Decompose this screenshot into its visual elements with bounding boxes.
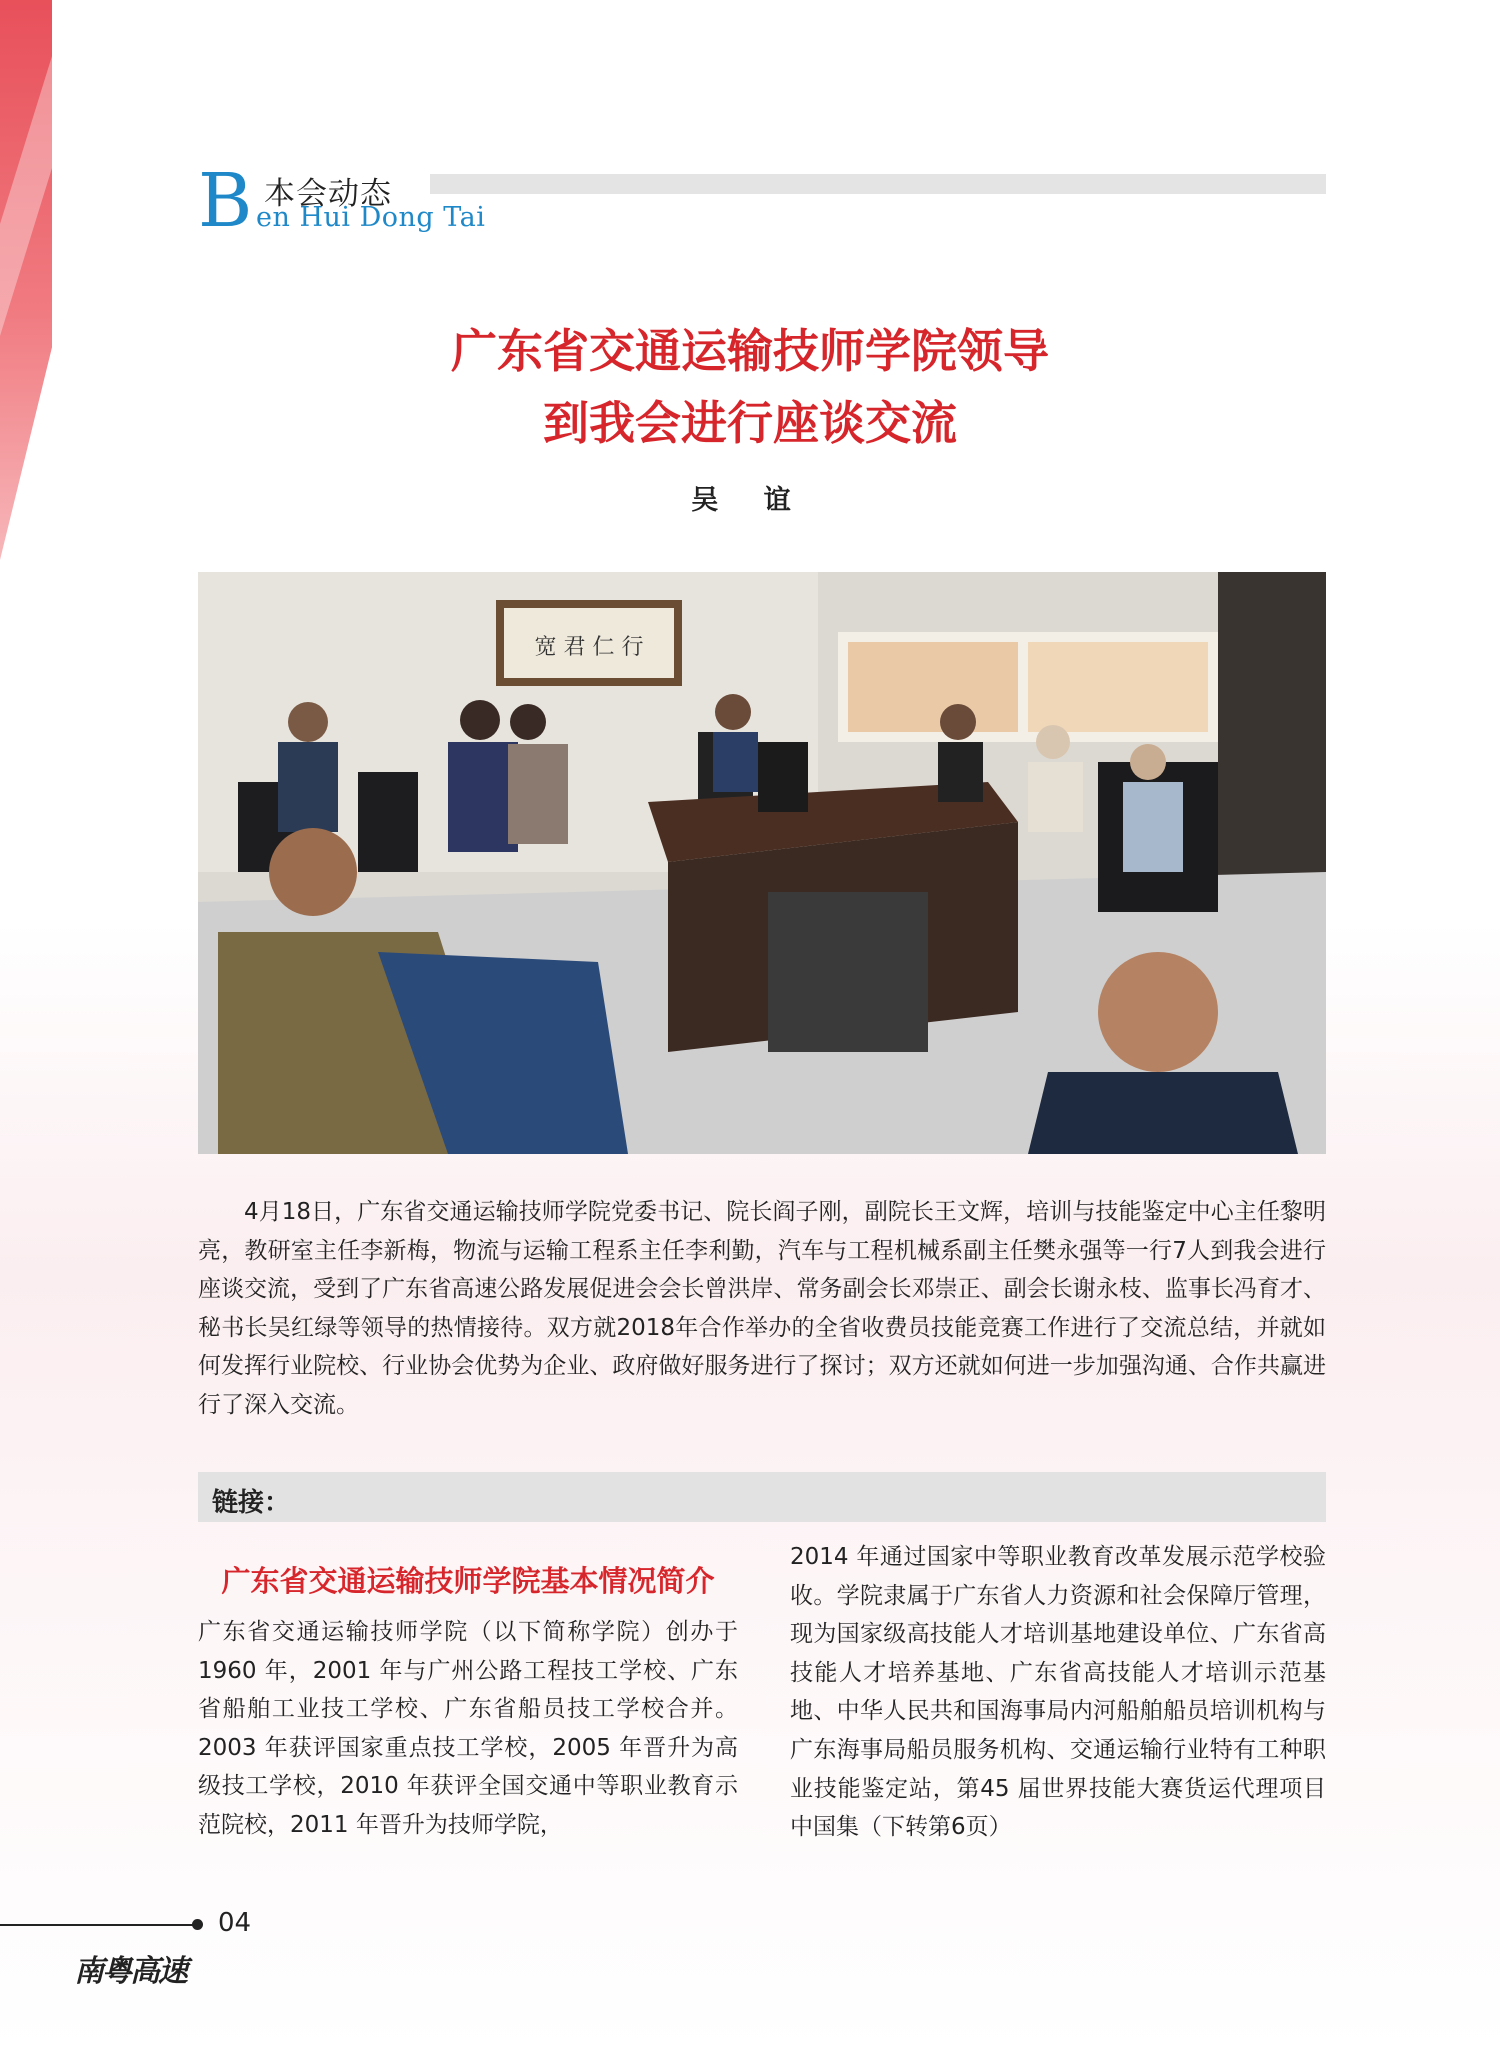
school-intro-right-text: 2014 年通过国家中等职业教育改革发展示范学校验收。学院隶属于广东省人力资源和社会保障厅管理，现为国家级高技能人才培训基地建设单位、广东省高技能人才培养基地、广东省高技能人才培训示范基地、中华人民共和国海事局内河船舶船员培训机构与广东海事局船员服务机构、交通运输行业特有工种职业技能鉴定站，第45 届世界技能大赛货运代理项目中国集（下转第6页） [790,1544,1326,1841]
calligraphy-text: 宽 君 仁 行 [534,635,644,660]
footer-dot [192,1919,203,1930]
section-letter: B [198,158,253,244]
footer-line [0,1924,196,1926]
school-intro-left-text: 广东省交通运输技师学院（以下简称学院）创办于1960 年，2001 年与广州公路工程技工学校、广东省船舶工业技工学校、广东省船员技工学校合并。2003 年获评国家重点技工学校，2005 年晋升为高级技工学校，2010 年获评全国交通中等职业教育示范院校，2011 年晋升为技师学院， [198,1619,738,1838]
left-column [198,1555,738,1845]
section-header-bar [430,174,1326,194]
meeting-photo-illustration [198,572,1326,1154]
link-label: 链接： [212,1488,291,1518]
article-title [150,315,1350,459]
article-title-line2: 到我会进行座谈交流 [543,396,957,450]
meeting-photo [198,572,1326,1154]
footer-logo: 南粤高速 [74,1954,186,1989]
corner-ribbon-decoration [0,0,52,560]
section-title-en: en Hui Dong Tai [256,202,486,233]
school-intro-title: 广东省交通运输技师学院基本情况简介 [221,1564,715,1598]
section-title-cn: 本会动态 [264,176,392,212]
link-bar [198,1472,1326,1522]
page-number: 04 [218,1908,252,1938]
article-author: 吴 谊 [691,485,809,516]
article-title-line1: 广东省交通运输技师学院领导 [451,324,1049,378]
section-header [198,158,1326,244]
article-paragraph: 4月18日，广东省交通运输技师学院党委书记、院长阎子刚，副院长王文辉，培训与技能鉴定中心主任黎明亮，教研室主任李新梅，物流与运输工程系主任李利勤，汽车与工程机械系副主任樊永强等一行7人到我会进行座谈交流，受到了广东省高速公路发展促进会会长曾洪岸、常务副会长邓崇正、副会长谢永枝、监事长冯育才、秘书长吴红绿等领导的热情接待。双方就2018年合作举办的全省收费员技能竞赛工作进行了交流总结，并就如何发挥行业院校、行业协会优势为企业、政府做好服务进行了探讨；双方还就如何进一步加强沟通、合作共赢进行了深入交流。 [198,1199,1326,1418]
